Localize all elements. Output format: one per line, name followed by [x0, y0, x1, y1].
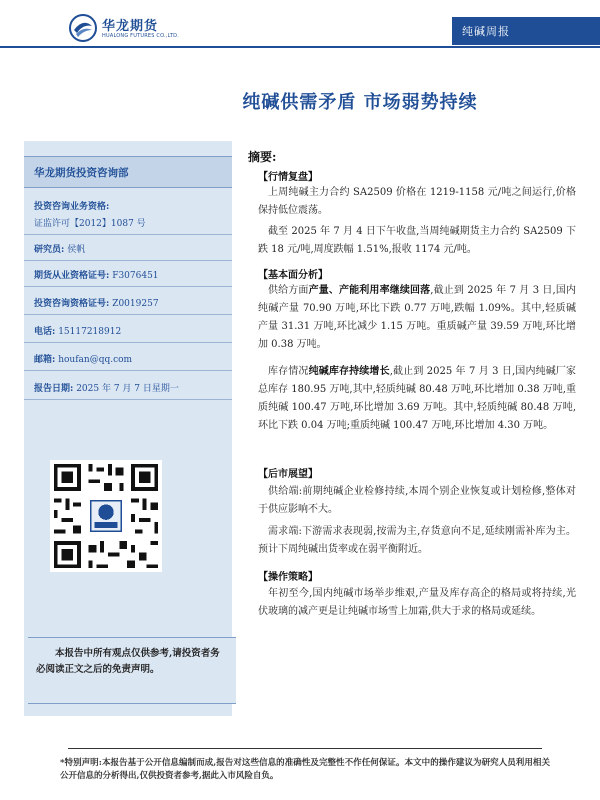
review-paragraph-1: 上周纯碱主力合约 SA2509 价格在 1219-1158 元/吨之间运行,价格保持低位震荡。	[258, 187, 576, 216]
email: 邮箱: houfan@qq.com	[34, 355, 133, 365]
disclaimer-text: 本报告中所有观点仅供参考,请投资者务必阅读正文之后的免责声明。	[36, 648, 220, 675]
company-logo	[68, 13, 188, 45]
outlook-paragraph-2: 需求端:下游需求表现弱,按需为主,存货意向不足,延续刚需补库为主。预计下周纯碱出货率或在弱平衡附近。	[258, 526, 576, 555]
sidebar-divider	[24, 342, 232, 343]
hualong-logo-icon	[68, 13, 98, 43]
sidebar-heading-text: 华龙期货投资咨询部	[34, 167, 129, 179]
review-paragraph-2: 截至 2025 年 7 月 4 日下午收盘,当周纯碱期货主力合约 SA2509 下跌 18 元/吨,周度跌幅 1.51%,报收 1174 元/吨。	[258, 226, 576, 255]
report-title: 纯碱供需矛盾 市场弱势持续	[242, 92, 478, 113]
report-type-tag: 纯碱周报	[462, 25, 510, 38]
outlook-paragraph-1: 供给端:前期纯碱企业检修持续,本周个别企业恢复或计划检修,整体对于供应影响不大。	[258, 486, 576, 515]
section-fundamentals: 【基本面分析】	[258, 270, 328, 281]
fundamentals-paragraph-2: 库存情况纯碱库存持续增长,截止到 2025 年 7 月 3 日,国内纯碱厂家总库存 180.95 万吨,其中,轻质纯碱 80.48 万吨,环比增加 0.38 万吨,重质纯碱 100.47 万吨,环比增加 3.69 万吨。其中,轻质纯碱 80.48 万吨,环比下跌 0.04 万吨;重质纯碱 100.47 万吨,环比增加 4.30 万吨。	[258, 366, 577, 431]
license-label: 投资咨询业务资格:	[34, 202, 110, 212]
phone: 电话: 15117218912	[34, 327, 122, 337]
section-outlook: 【后市展望】	[258, 469, 318, 480]
fundamentals-paragraph-1: 供给方面产量、产能利用率继续回落,截止到 2025 年 7 月 3 日,国内纯碱产量 70.90 万吨,环比下跌 0.77 万吨,跌幅 1.09%。其中,轻质碱产量 31.31 万吨,环比减少 1.15 万吨。重质碱产量 39.59 万吨,环比增加 0.38 万吨。	[258, 285, 577, 350]
sidebar-divider	[24, 234, 232, 235]
logo-text-cn: 华龙期货	[102, 19, 159, 34]
strategy-paragraph-1: 年初至今,国内纯碱市场举步维艰,产量及库存高企的格局或将持续,光伏玻璃的减产更是让纯碱市场雪上加霜,供大于求的格局或延续。	[258, 588, 576, 617]
section-review: 【行情复盘】	[258, 172, 318, 183]
sidebar	[24, 141, 232, 716]
disclaimer-box	[28, 637, 236, 704]
abstract-title: 摘要:	[248, 150, 277, 164]
sidebar-heading	[24, 156, 232, 188]
license-value: 证监许可【2012】1087 号	[34, 219, 146, 229]
sidebar-divider	[24, 399, 232, 400]
logo-text-en: HUALONG FUTURES CO.,LTD.	[102, 33, 180, 39]
report-date: 报告日期: 2025 年 7 月 7 日星期一	[34, 384, 179, 394]
qr-code-icon	[50, 460, 162, 572]
qr-code	[50, 460, 162, 572]
section-strategy: 【操作策略】	[258, 572, 318, 583]
sidebar-divider	[24, 314, 232, 315]
sidebar-divider	[24, 260, 232, 261]
header-rule	[0, 46, 600, 48]
consult-cert: 投资咨询资格证号: Z0019257	[34, 299, 159, 309]
sidebar-divider	[24, 286, 232, 287]
footer-disclaimer: *特别声明:本报告基于公开信息编制而成,报告对这些信息的准确性及完整性不作任何保证。本文中的操作建议为研究人员利用相关公开信息的分析得出,仅供投资者参考,据此入市风险自负。	[60, 758, 550, 781]
researcher: 研究员: 侯帆	[34, 245, 86, 255]
sidebar-divider	[24, 370, 232, 371]
futures-cert: 期货从业资格证号: F3076451	[34, 271, 159, 281]
footer-rule	[68, 748, 542, 749]
page-header	[0, 0, 600, 50]
